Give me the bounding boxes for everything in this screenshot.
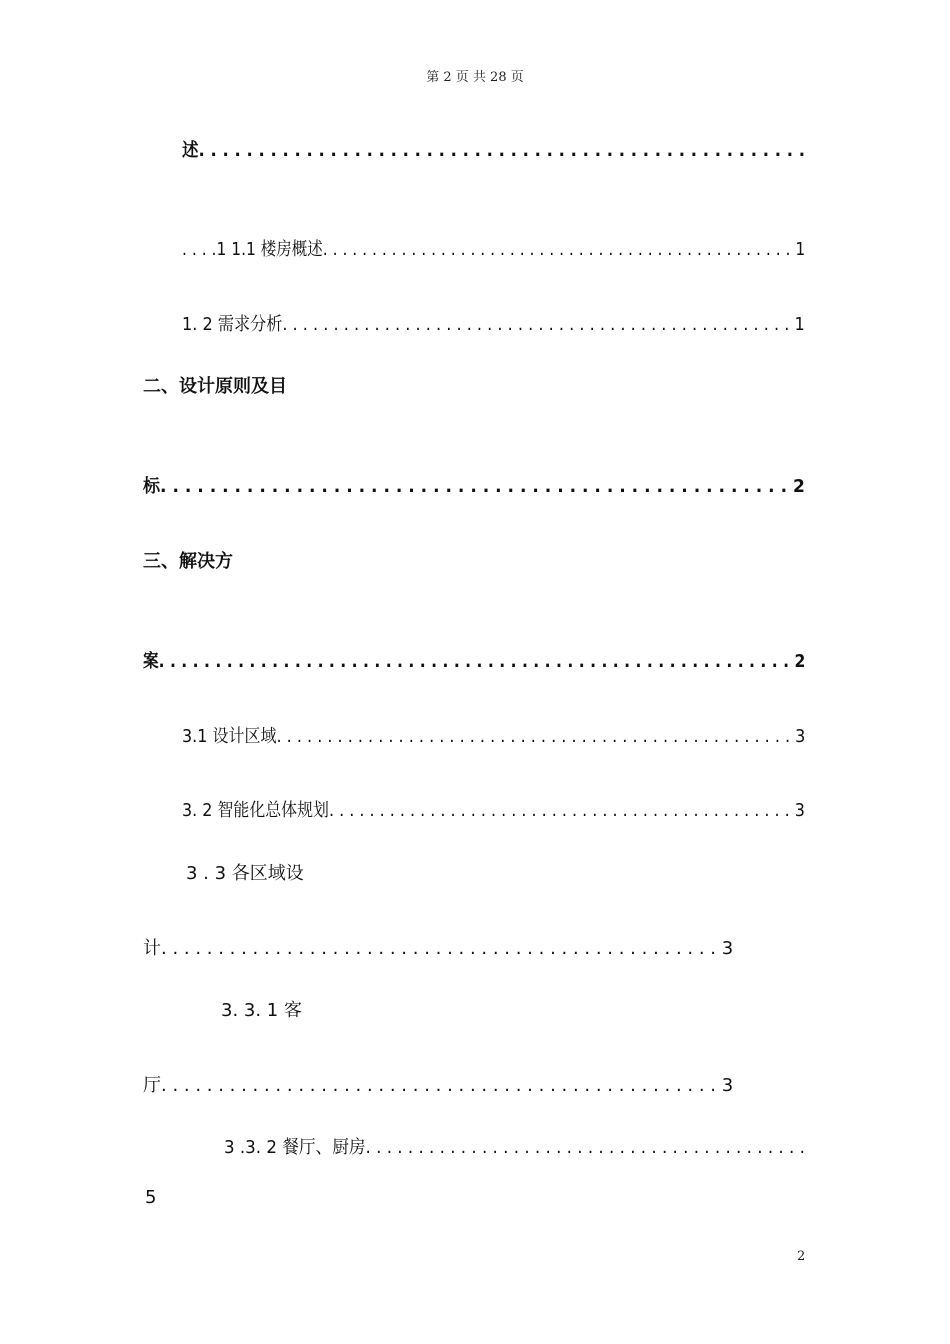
toc-entry-3-3-title: 3 . 3 各区域设 (186, 863, 304, 884)
toc-chapter-3-title: 三、解决方 (143, 551, 233, 572)
toc-chapter-2-title: 二、设计原则及目 (143, 376, 287, 397)
toc-entry-3-3-2: 3 .3. 2 餐厅、厨房. . . . . . . . . . . . . . . . . . . . . . . . . . . . . . . . . . . . . . . . . . (224, 1137, 805, 1158)
toc-entry-3-3-1-title: 3. 3. 1 客 (221, 1000, 302, 1021)
toc-chapter-2-leader: 标. . . . . . . . . . . . . . . . . . . . . . . . . . . . . . . . . . . . . . . . . . . . . . . . . . . 2 (143, 476, 805, 497)
toc-entry-3-1: 3.1 设计区域. . . . . . . . . . . . . . . . . . . . . . . . . . . . . . . . . . . . . . . . . . . . . . . . . . . 3 (182, 726, 806, 747)
page-number: 2 (797, 1249, 806, 1264)
toc-chapter-3-leader: 案. . . . . . . . . . . . . . . . . . . . . . . . . . . . . . . . . . . . . . . . . . . . . . . . . . . . . . . . 2 (143, 651, 806, 672)
toc-entry-3-3-2-page: 5 (145, 1187, 157, 1208)
toc-entry-1-1: . . . .1 1.1 楼房概述. . . . . . . . . . . . . . . . . . . . . . . . . . . . . . . . . . . . . . . . . . . . . . . . 1 (182, 239, 806, 260)
toc-entry-3-3-1-leader: 厅. . . . . . . . . . . . . . . . . . . . . . . . . . . . . . . . . . . . . . . . . . . . . . . . . 3 (143, 1075, 734, 1096)
toc-line-overview-title: 述. . . . . . . . . . . . . . . . . . . . . . . . . . . . . . . . . . . . . . . . . . . . . . . . . . . (182, 140, 806, 161)
page-header: 第 2 页 共 28 页 (426, 70, 524, 85)
toc-entry-3-2: 3. 2 智能化总体规划. . . . . . . . . . . . . . . . . . . . . . . . . . . . . . . . . . . . . . . . . . . . . . 3 (182, 800, 805, 821)
toc-entry-1-2: 1. 2 需求分析. . . . . . . . . . . . . . . . . . . . . . . . . . . . . . . . . . . . . . . . . . . . . . . . . . 1 (182, 314, 805, 335)
toc-entry-3-3-leader: 计. . . . . . . . . . . . . . . . . . . . . . . . . . . . . . . . . . . . . . . . . . . . . . . . . 3 (143, 938, 734, 959)
